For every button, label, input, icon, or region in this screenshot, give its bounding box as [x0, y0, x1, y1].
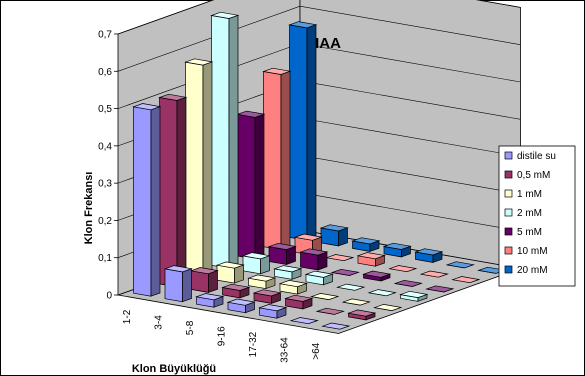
x-tick-label: 17-32: [247, 331, 259, 358]
bar: [165, 266, 192, 302]
bar: [223, 284, 250, 298]
bar-front: [290, 25, 307, 241]
bar-front: [160, 98, 177, 287]
bar: [186, 59, 213, 278]
bar: [384, 243, 411, 257]
x-tick-label: >64: [310, 342, 322, 360]
legend-swatch: [505, 266, 512, 273]
y-tick-label: 0: [106, 290, 112, 302]
bar-side: [208, 271, 217, 293]
y-tick-label: 0,3: [98, 178, 112, 190]
legend-label: 10 mM: [517, 246, 548, 257]
bar: [134, 104, 161, 297]
bar-front: [165, 269, 182, 302]
bar: [358, 253, 385, 267]
x-tick-label: 33-64: [279, 337, 291, 363]
bar-front: [134, 107, 151, 296]
legend-label: 0,5 mM: [517, 170, 551, 181]
bar-side: [255, 114, 264, 259]
bar: [264, 68, 291, 250]
bar: [254, 290, 281, 304]
legend-label: 5 mM: [517, 227, 542, 238]
bar-front: [264, 72, 281, 250]
bar: [217, 262, 244, 283]
legend-swatch: [505, 209, 512, 216]
y-axis-title: Klon Frekansı: [83, 171, 95, 245]
bar: [416, 249, 443, 263]
bar: [197, 294, 224, 308]
bar-side: [229, 15, 238, 268]
legend-label: distile su: [517, 151, 556, 162]
x-tick-label: 1-2: [121, 309, 133, 325]
bar-front: [191, 271, 208, 293]
bar-side: [307, 25, 316, 241]
bar: [306, 271, 333, 285]
legend-swatch: [505, 152, 512, 159]
bar: [280, 280, 307, 294]
legend-swatch: [505, 228, 512, 235]
bar: [249, 275, 276, 289]
x-tick-label: 9-16: [216, 326, 228, 347]
x-tick-label: 3-4: [153, 315, 165, 330]
legend-swatch: [505, 247, 512, 254]
bar: [238, 111, 265, 259]
legend-label: 1 mM: [517, 189, 542, 200]
bar-front: [238, 114, 255, 259]
bar: [290, 22, 317, 241]
y-tick-label: 0,2: [98, 215, 112, 227]
bar: [286, 295, 313, 309]
y-tick-label: 0,7: [98, 29, 112, 41]
bar: [260, 305, 287, 319]
bar: [269, 243, 296, 264]
x-axis-title: Klon Büyüklüğü: [131, 363, 217, 375]
bar: [243, 253, 270, 274]
y-tick-label: 0,5: [98, 104, 112, 116]
bar: [353, 238, 380, 252]
chart-title: IAA: [315, 35, 341, 52]
bar: [191, 268, 218, 293]
bar: [301, 249, 328, 270]
bar: [228, 299, 255, 313]
bar-side: [151, 107, 160, 297]
bar-front: [212, 16, 229, 269]
legend: [499, 146, 575, 286]
bar: [212, 12, 239, 268]
bar-side: [203, 62, 212, 278]
x-tick-label: 5-8: [184, 320, 196, 336]
bar: [321, 225, 348, 246]
y-tick-label: 0,6: [98, 66, 112, 78]
y-tick-label: 0,1: [98, 253, 112, 265]
y-tick-label: 0,4: [98, 141, 112, 153]
bar-front: [186, 62, 203, 278]
legend-swatch: [505, 171, 512, 178]
bar: [160, 94, 187, 287]
bar-side: [281, 71, 290, 250]
bar-side: [177, 97, 186, 287]
legend-swatch: [505, 190, 512, 197]
legend-label: 20 mM: [517, 265, 548, 276]
bar: [275, 266, 302, 280]
legend-label: 2 mM: [517, 208, 542, 219]
bar-side: [182, 269, 191, 302]
